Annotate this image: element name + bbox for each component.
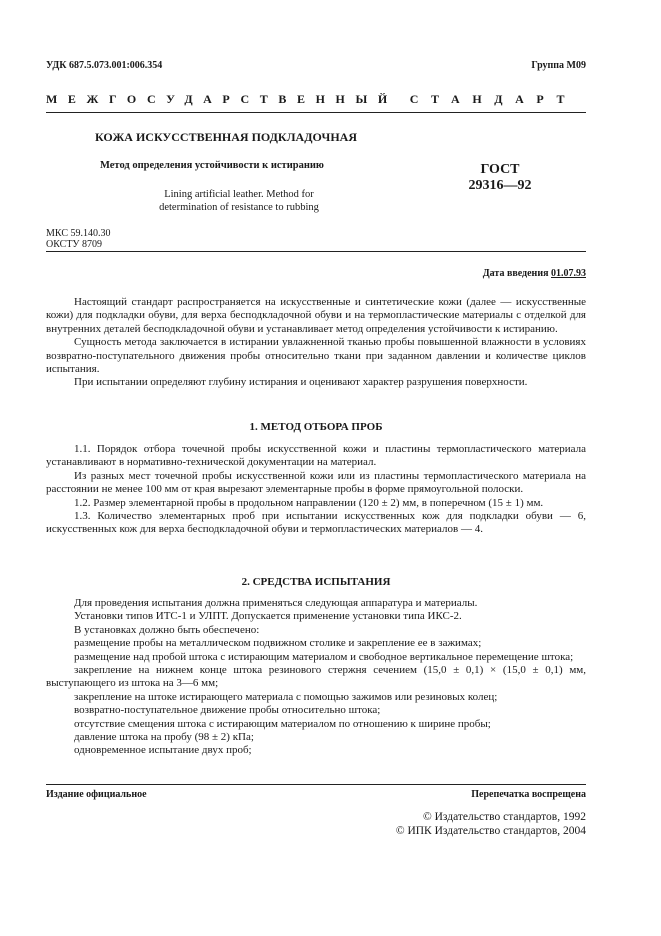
group-code: Группа М09 — [531, 60, 586, 71]
footer-rule — [46, 784, 586, 785]
section-2-list-item: размещение пробы на металлическом подвижном столике и закрепление ее в зажимах; — [74, 637, 482, 650]
copyright-line-1: © Издательство стандартов, 1992 — [422, 811, 586, 823]
udc-code: УДК 687.5.073.001:006.354 — [46, 60, 163, 71]
section-2-paragraph: В установках должно быть обеспечено: — [74, 623, 260, 636]
introduction-date-label: Дата введения — [482, 268, 549, 279]
section-2-text — [46, 597, 586, 758]
gost-number: 29316—92 — [468, 178, 532, 193]
section-2-list-item: одновременное испытание двух проб; — [74, 744, 252, 757]
mks-code: МКС 59.140.30 — [46, 228, 111, 239]
copyright-block — [396, 810, 586, 838]
english-title-line-1: Lining artificial leather. Method for — [164, 189, 314, 200]
classification-codes — [46, 228, 110, 250]
banner-word-interstate: МЕЖГОСУДАРСТВЕННЫЙ — [46, 92, 398, 106]
english-title — [130, 188, 348, 214]
section-2-heading: 2. СРЕДСТВА ИСПЫТАНИЯ — [241, 576, 391, 588]
copyright-line-2: © ИПК Издательство стандартов, 2004 — [395, 825, 586, 837]
section-2-list-item: возвратно-поступательное движение пробы относительно штока; — [74, 704, 381, 717]
official-edition: Издание официальное — [46, 789, 147, 800]
introduction-text — [46, 296, 586, 390]
header-rule — [46, 112, 586, 113]
section-1-text — [46, 443, 586, 537]
section-2-list-item: отсутствие смещения штока с истирающим материалом по отношению к ширине пробы; — [74, 717, 491, 730]
standard-banner — [46, 92, 586, 107]
section-2-paragraph: Установки типов ИТС-1 и УЛПТ. Допускается применение установки типа ИКС-2. — [74, 610, 462, 623]
section-2-list-item: закрепление на штоке истирающего материала с помощью зажимов или резиновых колец; — [74, 690, 498, 703]
document-subtitle: Метод определения устойчивости к истиранию — [100, 160, 324, 171]
intro-paragraph: Настоящий стандарт распространяется на искусственные и синтетические кожи (далее — искусственные кожи) для подкладки обуви, для верха бесподкладочной обуви и на термопластические материалы с отделкой для внутренних деталей бесподкладочной обуви и устанавливает метод определения устойчивости к истиранию. — [46, 296, 586, 335]
intro-paragraph: При испытании определяют глубину истирания и оценивают характер разрушения поверхности. — [74, 376, 528, 389]
section-2-list-item: размещение над пробой штока с истирающим материалом и свободное вертикальное перемещение штока; — [74, 650, 574, 663]
section-1-paragraph: 1.2. Размер элементарной пробы в продольном направлении (120 ± 2) мм, в поперечном (15 ± 1) мм. — [74, 496, 544, 509]
gost-designation — [460, 162, 540, 194]
gost-label: ГОСТ — [480, 162, 520, 177]
okstu-code: ОКСТУ 8709 — [46, 239, 103, 250]
codes-rule — [46, 251, 586, 252]
introduction-date — [483, 268, 586, 279]
english-title-line-2: determination of resistance to rubbing — [159, 202, 319, 213]
introduction-date-value: 01.07.93 — [551, 268, 586, 279]
section-1-heading: 1. МЕТОД ОТБОРА ПРОБ — [249, 421, 383, 433]
section-1-paragraph: 1.1. Порядок отбора точечной пробы искусственной кожи и пластины термопластического материала устанавливают в нормативно-технической документации на материал. — [46, 443, 586, 469]
banner-word-standard: СТАНДАРТ — [409, 92, 578, 106]
section-2-paragraph: Для проведения испытания должна применяться следующая аппаратура и материалы. — [74, 597, 478, 609]
section-1-paragraph: 1.3. Количество элементарных проб при испытании искусственных кож для подкладки обуви — 6, искусственных кож для верха бесподкладочной обуви и термопластических материалов — 4. — [46, 510, 586, 536]
section-2-list-item: давление штока на пробу (98 ± 2) кПа; — [74, 731, 254, 744]
section-2-list-item: закрепление на нижнем конце штока резинового стержня сечением (15,0 ± 0,1) × (15,0 ± 0,1) мм, выступающего из штока на 3—6 мм; — [46, 664, 586, 690]
document-title: КОЖА ИСКУССТВЕННАЯ ПОДКЛАДОЧНАЯ — [95, 130, 357, 144]
intro-paragraph: Сущность метода заключается в истирании увлажненной тканью пробы повышенной влажности в условиях возвратно-поступательного движения пробы относительно ткани при заданном давлении и количестве циклов испытания. — [46, 336, 586, 376]
section-1-paragraph: Из разных мест точечной пробы искусственной кожи или из пластины термопластического материала на расстоянии не менее 100 мм от края вырезают элементарные пробы в форме прямоугольной полоски. — [46, 469, 586, 496]
reprint-notice: Перепечатка воспрещена — [471, 789, 586, 800]
